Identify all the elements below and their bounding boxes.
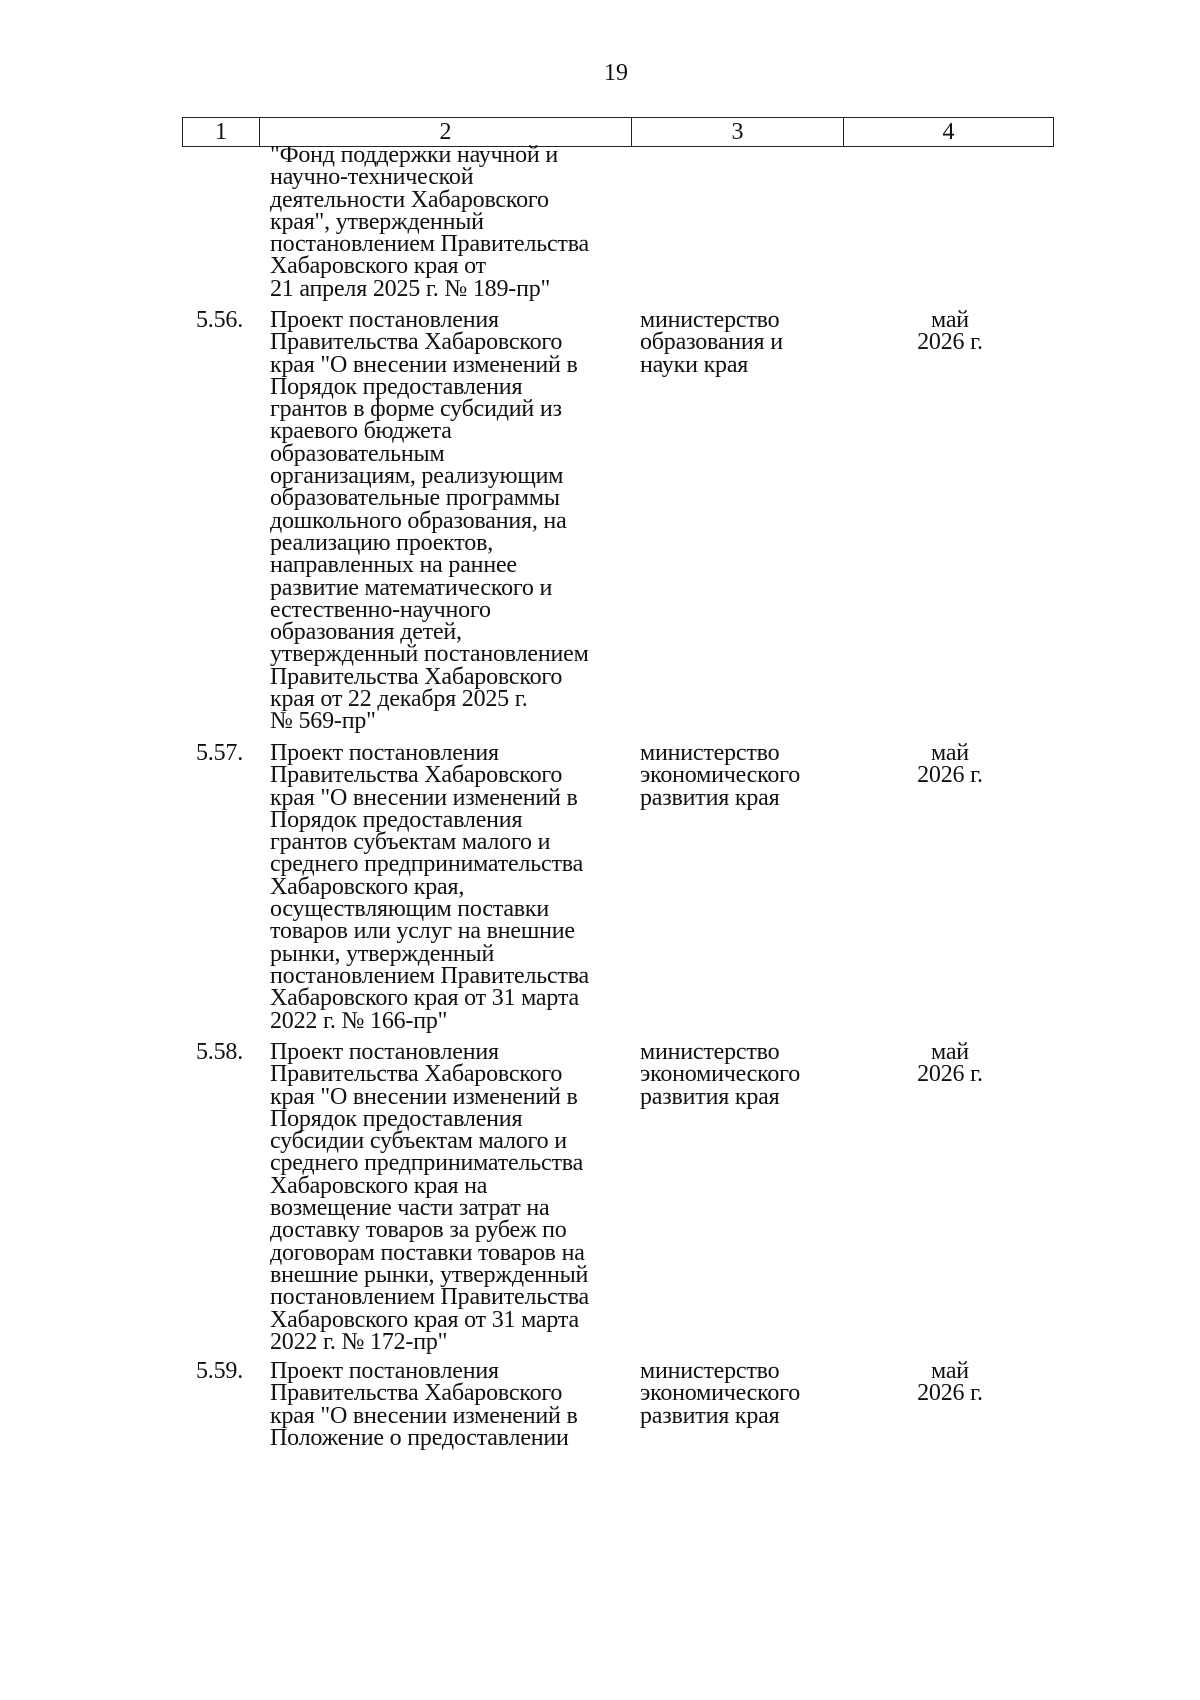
header-col-4: 4 (942, 119, 955, 145)
row-responsible: министерство экономического развития края (640, 1039, 801, 1110)
row-deadline: май 2026 г. (917, 1039, 983, 1088)
row-responsible: министерство образования и науки края (640, 307, 783, 378)
row-text: Проект постановления Правительства Хабаровского края "О внесении изменений в Порядок предоставления грантов в форме субсидий из краевого бюджета образовательным организациям, реализующим образовательные программы дошкольного образования, на реализацию проектов, направленных на раннее развитие математического и естественно-научного образования детей, утвержденный постановлением Правительства Хабаровского края от 22 декабря 2025 г. № 569-пр" (270, 307, 589, 735)
page-number: 19 (604, 60, 628, 86)
header-col-1: 1 (183, 118, 260, 146)
row-deadline: май 2026 г. (917, 740, 983, 789)
continuation-text: "Фонд поддержки научной и научно-технической деятельности Хабаровского края", утвержденный постановлением Правительства Хабаровского края от 21 апреля 2025 г. № 189-пр" (270, 142, 589, 302)
row-text: Проект постановления Правительства Хабаровского края "О внесении изменений в Порядок предоставления субсидии субъектам малого и среднего предпринимательства Хабаровского края на возмещение части затрат на доставку товаров за рубеж по договорам поставки товаров на внешние рынки, утвержденный постановлением Правительства Хабаровского края от 31 марта 2022 г. № 172-пр" (270, 1039, 589, 1355)
row-number: 5.57. (196, 740, 244, 766)
row-deadline: май 2026 г. (917, 1358, 983, 1407)
row-number: 5.56. (196, 307, 244, 333)
row-text: Проект постановления Правительства Хабаровского края "О внесении изменений в Порядок предоставления грантов субъектам малого и среднего предпринимательства Хабаровского края, осуществляющим поставки товаров или услуг на внешние рынки, утвержденный постановлением Правительства Хабаровского края от 31 марта 2022 г. № 166-пр" (270, 740, 589, 1034)
row-deadline: май 2026 г. (917, 307, 983, 356)
row-responsible: министерство экономического развития края (640, 740, 801, 811)
row-text: Проект постановления Правительства Хабаровского края "О внесении изменений в Положение о предоставлении (270, 1358, 578, 1451)
header-col-3: 3 (632, 118, 844, 146)
header-col-2: 2 (260, 118, 632, 146)
row-number: 5.58. (196, 1039, 244, 1065)
row-number: 5.59. (196, 1358, 244, 1384)
row-responsible: министерство экономического развития края (640, 1358, 801, 1429)
